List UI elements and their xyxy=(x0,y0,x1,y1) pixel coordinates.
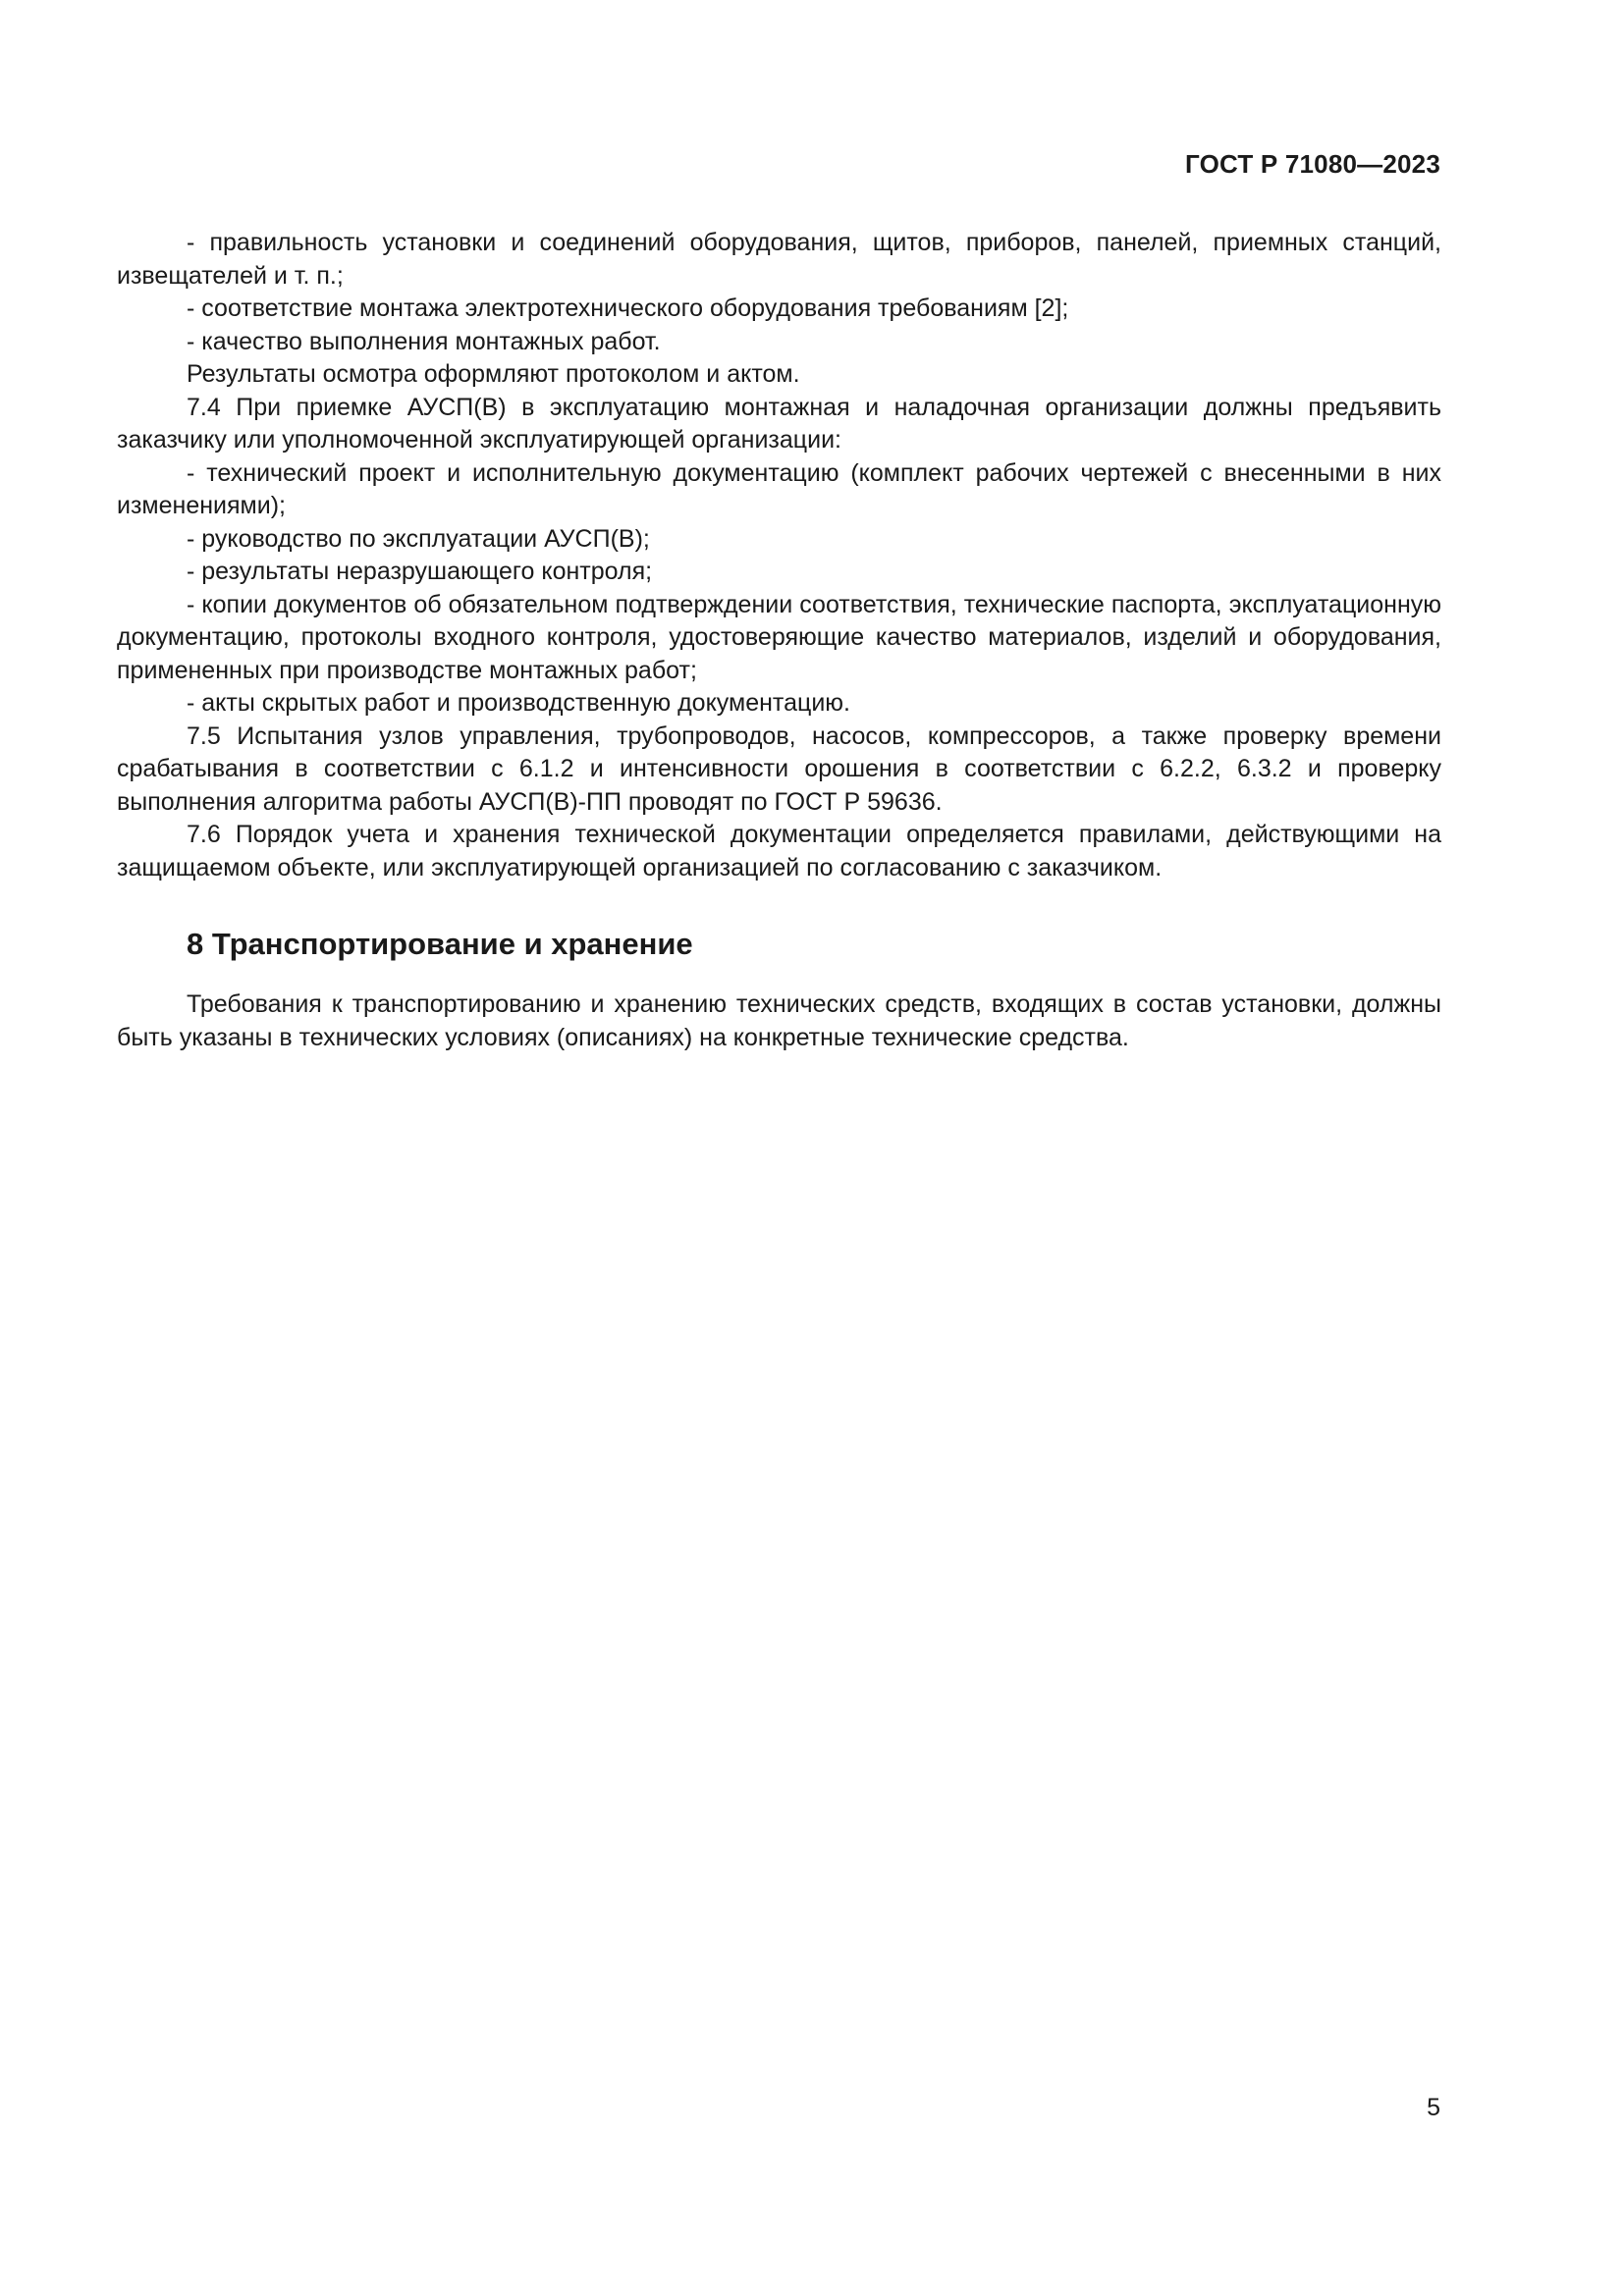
paragraph-clause-7-5: 7.5 Испытания узлов управления, трубопроводов, насосов, компрессоров, а также проверку времени срабатывания в соответствии с 6.1.2 и интенсивности орошения в соответствии с 6.2.2, 6.3.2 и проверку выполнения алгоритма работы АУСП(В)-ПП проводят по ГОСТ Р 59636. xyxy=(117,721,1441,816)
paragraph-section-8: Требования к транспортированию и хранению технических средств, входящих в состав установки, должны быть указаны в технических условиях (описаниях) на конкретные технические средства. xyxy=(117,990,1441,1051)
list-item-conformity-documents: - копии документов об обязательном подтверждении соответствия, технические паспорта, эксплуатационную документацию, протоколы входного контроля, удостоверяющие качество материалов, изделий и оборудования, примененных при производстве монтажных работ; xyxy=(117,590,1441,684)
list-item-ndt-results: - результаты неразрушающего контроля; xyxy=(187,558,653,585)
list-item-work-quality: - качество выполнения монтажных работ. xyxy=(187,327,661,355)
list-item-technical-project: - технический проект и исполнительную документацию (комплект рабочих чертежей с внесенными в них изменениями); xyxy=(117,458,1441,519)
paragraph-clause-7-6: 7.6 Порядок учета и хранения технической документации определяется правилами, действующими на защищаемом объекте, или эксплуатирующей организацией по согласованию с заказчиком. xyxy=(117,821,1441,881)
section-8-body xyxy=(117,988,1441,1054)
section-7-body xyxy=(117,227,1441,884)
page-number: 5 xyxy=(1427,2094,1440,2121)
section-8-title: 8 Транспортирование и хранение xyxy=(187,927,693,961)
paragraph-clause-7-4: 7.4 При приемке АУСП(В) в эксплуатацию монтажная и наладочная организации должны предъявить заказчику или уполномоченной эксплуатирующей организации: xyxy=(117,393,1441,454)
list-item-electrical-compliance: - соответствие монтажа электротехнического оборудования требованиям [2]; xyxy=(187,294,1069,322)
list-item-hidden-works-acts: - акты скрытых работ и производственную документацию. xyxy=(187,689,850,717)
list-item-operation-manual: - руководство по эксплуатации АУСП(В); xyxy=(187,524,650,553)
standard-code-header: ГОСТ Р 71080—2023 xyxy=(1185,149,1440,179)
paragraph-inspection-results: Результаты осмотра оформляют протоколом и актом. xyxy=(187,360,800,388)
list-item-installation-correctness: - правильность установки и соединений оборудования, щитов, приборов, панелей, приемных станций, извещателей и т. п.; xyxy=(117,229,1441,290)
